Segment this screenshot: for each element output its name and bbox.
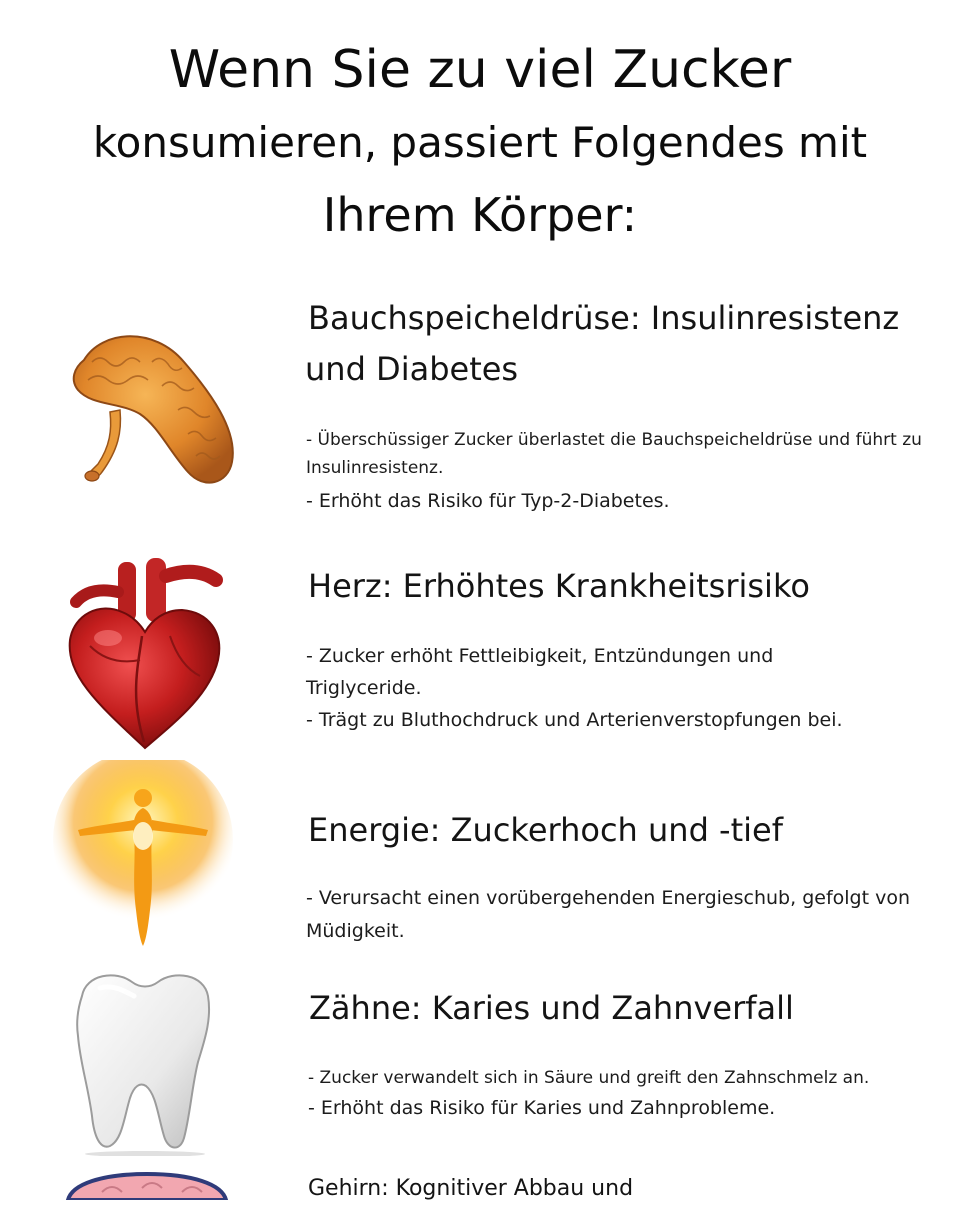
bullet-pancreas-2: - Erhöht das Risiko für Typ-2-Diabetes. — [306, 490, 670, 512]
pancreas-icon — [62, 322, 242, 502]
tooth-icon — [60, 966, 230, 1156]
bullet-energy-1: - Verursacht einen vorübergehenden Energieschub, gefolgt von — [306, 887, 910, 909]
bullet-pancreas-1-cont: Insulinresistenz. — [306, 458, 444, 478]
page-title-line-2: konsumieren, passiert Folgendes mit — [92, 118, 868, 167]
bullet-heart-1: - Zucker erhöht Fettleibigkeit, Entzündungen und — [306, 645, 774, 667]
section-heading-energy: Energie: Zuckerhoch und -tief — [308, 811, 783, 849]
section-heading-pancreas-line-2: und Diabetes — [305, 350, 519, 388]
bullet-energy-1-cont: Müdigkeit. — [306, 920, 405, 942]
heart-icon — [60, 556, 230, 756]
section-heading-heart: Herz: Erhöhtes Krankheitsrisiko — [308, 567, 810, 605]
bullet-teeth-1: - Zucker verwandelt sich in Säure und greift den Zahnschmelz an. — [308, 1068, 870, 1088]
page-title-line-3: Ihrem Körper: — [322, 188, 638, 242]
energy-figure-icon — [48, 760, 238, 950]
bullet-heart-2: - Trägt zu Bluthochdruck und Arterienverstopfungen bei. — [306, 709, 843, 731]
bullet-teeth-2: - Erhöht das Risiko für Karies und Zahnprobleme. — [308, 1097, 776, 1119]
section-heading-pancreas: Bauchspeicheldrüse: Insulinresistenz — [308, 299, 900, 337]
page-title-line-1: Wenn Sie zu viel Zucker — [168, 40, 792, 100]
bullet-pancreas-1: - Überschüssiger Zucker überlastet die Bauchspeicheldrüse und führt zu — [306, 430, 922, 450]
brain-icon — [62, 1172, 232, 1200]
section-heading-teeth: Zähne: Karies und Zahnverfall — [309, 989, 794, 1027]
bullet-heart-1-cont: Triglyceride. — [306, 677, 422, 699]
section-heading-brain: Gehirn: Kognitiver Abbau und — [308, 1176, 634, 1201]
